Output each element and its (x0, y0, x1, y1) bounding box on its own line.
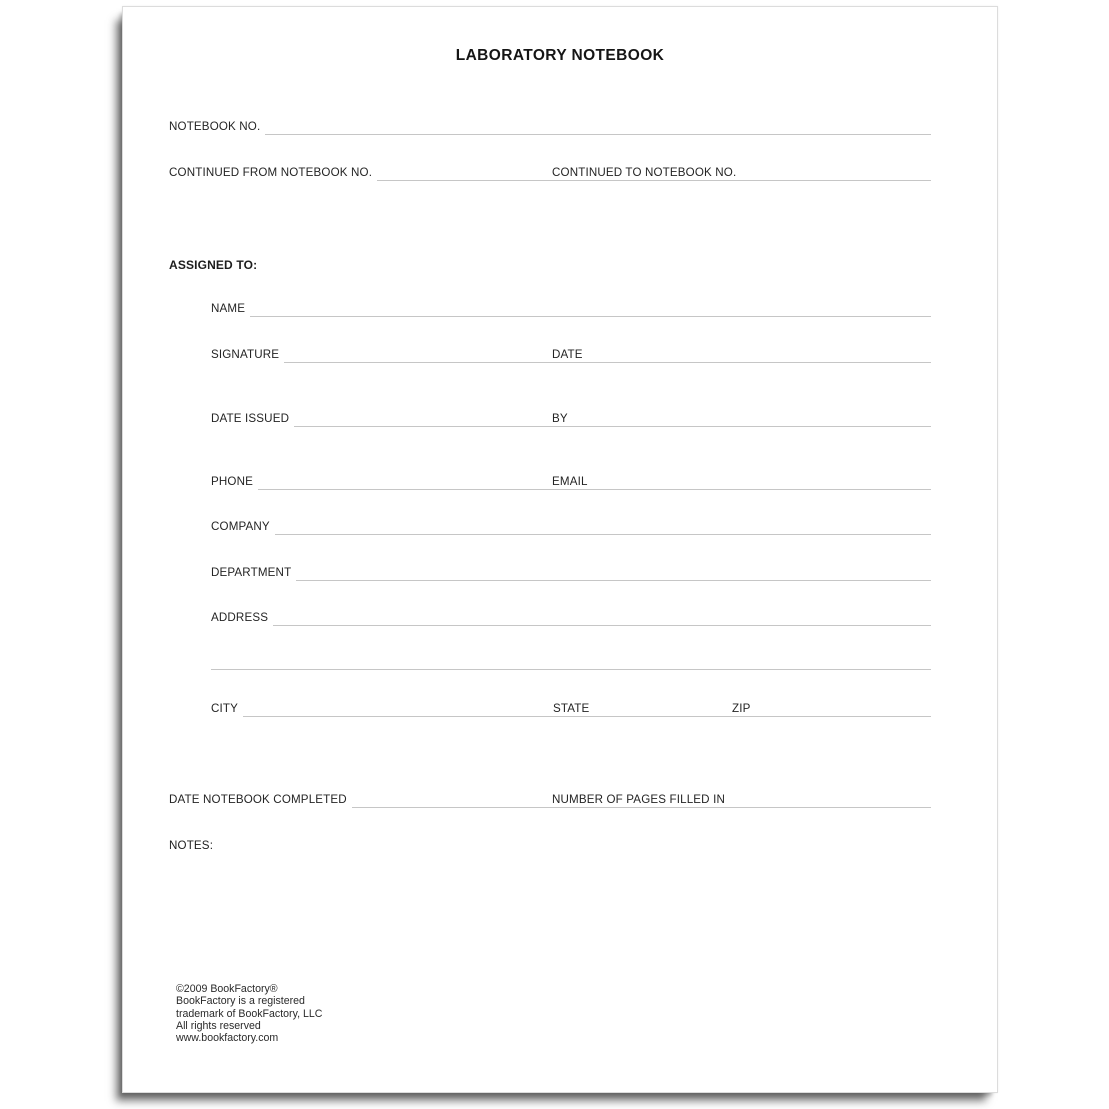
name-label: NAME (211, 302, 246, 315)
continued-to-label: CONTINUED TO NOTEBOOK NO. (552, 166, 737, 179)
address-label: ADDRESS (211, 611, 269, 624)
address-line-2 (211, 651, 931, 670)
date-label: DATE (552, 348, 583, 361)
by-label: BY (552, 412, 568, 425)
page-title: LABORATORY NOTEBOOK (455, 47, 665, 64)
notebook-no-label: NOTEBOOK NO. (169, 120, 261, 133)
completed-pages-row (169, 790, 931, 808)
continued-row (169, 163, 931, 181)
company-line (275, 516, 931, 535)
notebook-no-line (265, 116, 931, 135)
address-line (273, 607, 931, 626)
continued-from-label: CONTINUED FROM NOTEBOOK NO. (169, 166, 373, 179)
footer-line: BookFactory is a registered (176, 995, 305, 1008)
date-issued-by-row (211, 409, 931, 427)
date-completed-label: DATE NOTEBOOK COMPLETED (169, 793, 347, 806)
notebook-form-page (122, 6, 998, 1093)
date-issued-label: DATE ISSUED (211, 412, 290, 425)
department-line (296, 562, 931, 581)
pages-filled-label: NUMBER OF PAGES FILLED IN (552, 793, 725, 806)
state-label: STATE (553, 702, 590, 715)
footer-copyright (176, 983, 322, 1044)
phone-email-row (211, 472, 931, 490)
city-state-zip-row (211, 699, 931, 717)
signature-line (284, 344, 931, 363)
signature-label: SIGNATURE (211, 348, 280, 361)
phone-label: PHONE (211, 475, 253, 488)
footer-line: All rights reserved (176, 1019, 261, 1032)
city-label: CITY (211, 702, 239, 715)
notebook-no-row (169, 117, 931, 135)
email-label: EMAIL (552, 475, 588, 488)
department-row (211, 563, 931, 581)
company-label: COMPANY (211, 520, 270, 533)
address-row (211, 608, 931, 626)
footer-line: ©2009 BookFactory® (176, 983, 278, 995)
company-row (211, 517, 931, 535)
signature-date-row (211, 345, 931, 363)
zip-label: ZIP (732, 702, 751, 715)
footer-line: trademark of BookFactory, LLC (176, 1007, 323, 1020)
assigned-to-label: ASSIGNED TO: (169, 258, 258, 272)
phone-line (258, 471, 931, 490)
footer-website: www.bookfactory.com (176, 1032, 279, 1045)
notes-label: NOTES: (169, 839, 214, 852)
department-label: DEPARTMENT (211, 566, 292, 579)
address2-row (211, 652, 931, 670)
date-issued-line (294, 408, 931, 427)
name-line (250, 298, 931, 317)
name-row (211, 299, 931, 317)
